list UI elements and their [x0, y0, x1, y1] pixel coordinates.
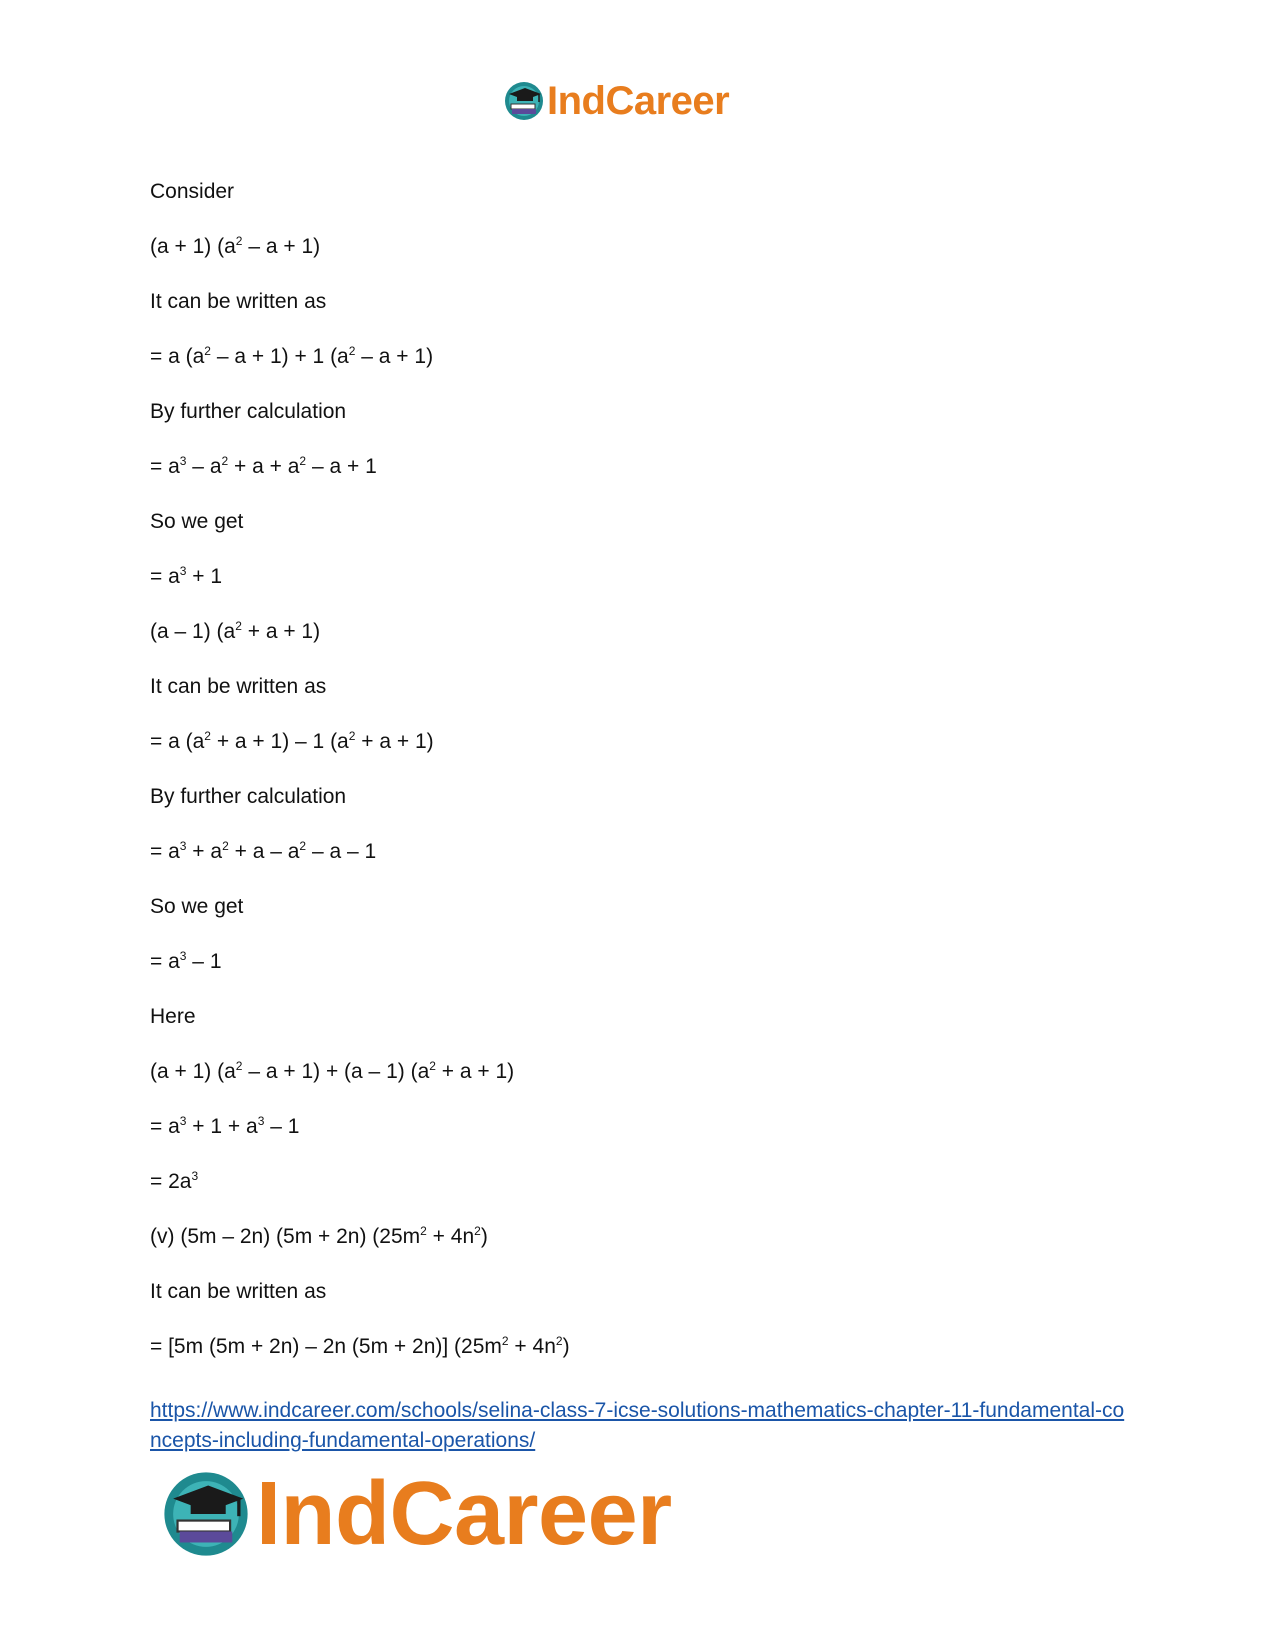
text-line: = $a^3 + 1 + a^3 - 1$ [150, 1114, 300, 1138]
brand-name: IndCareer [256, 1464, 672, 1564]
text-line: So we get [150, 510, 244, 533]
text-line: = $a^3 - a^2 + a + a^2 - a + 1$ [150, 454, 377, 478]
text-line: It can be written as [150, 290, 327, 313]
text-line: = $2a^3$ [150, 1169, 199, 1193]
text-line: By further calculation [150, 785, 347, 808]
text-line: = $a^3 - 1$ [150, 949, 222, 973]
text-line: (a + 1) $(a^2 - a + 1)$ [150, 234, 321, 258]
text-line: = $a^3 + a^2 + a - a^2 - a - 1$ [150, 839, 377, 863]
text-line: (v) (5m – 2n) (5m + 2n) $(25m^2 + 4n^2)$ [150, 1224, 488, 1248]
text-line: = $a^3 + 1$ [150, 564, 223, 588]
footer-logo [160, 1464, 672, 1564]
brand-name: IndCareer [547, 79, 730, 123]
text-line: By further calculation [150, 400, 347, 423]
document-body [150, 177, 1150, 1387]
text-line: = [5m (5m + 2n) – 2n (5m + 2n)] $(25m^2 + 4n^2)$ [150, 1334, 570, 1358]
text-line: It can be written as [150, 675, 327, 698]
text-line: = a $(a^2 - a + 1) + 1$ $(a^2 - a + 1)$ [150, 344, 434, 368]
text-line: (a – 1) $(a^2 + a + 1)$ [150, 619, 321, 643]
text-line: Consider [150, 180, 235, 203]
source-link[interactable]: https://www.indcareer.com/schools/selina-class-7-icse-solutions-mathematics-chapter-11-fundamental-concepts-including-fundamental-operations/ [150, 1399, 1125, 1452]
header-logo [503, 80, 729, 122]
text-line: (a + 1) $(a^2 - a + 1) + (a - 1) (a^2 + a + 1)$ [150, 1059, 515, 1083]
text-line: Here [150, 1005, 196, 1028]
text-line: It can be written as [150, 1280, 327, 1303]
text-line: So we get [150, 895, 244, 918]
graduation-book-icon [160, 1468, 252, 1560]
graduation-book-icon [503, 80, 545, 122]
text-line: = a $(a^2 + a + 1) - 1$ $(a^2 + a + 1)$ [150, 729, 434, 753]
